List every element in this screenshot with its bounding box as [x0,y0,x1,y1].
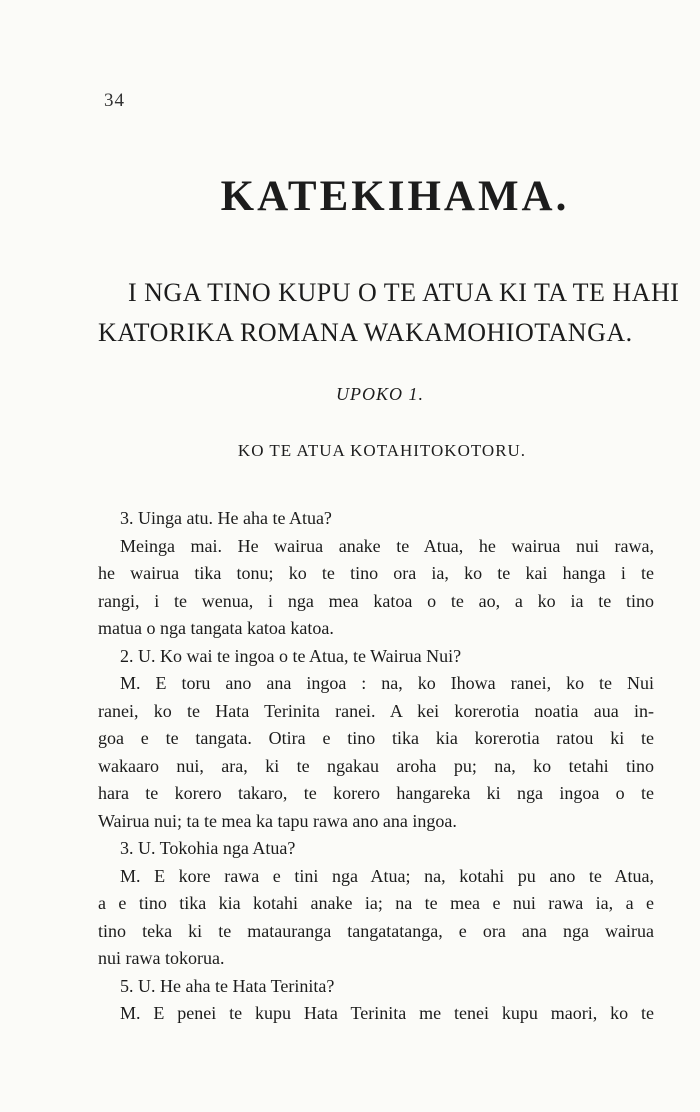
text-line: he wairua tika tonu; ko te tino ora ia, ko te kai hanga i te [98,563,654,583]
body-text [98,505,654,1028]
text-line: Meinga mai. He wairua anake te Atua, he wairua nui rawa, [120,535,654,556]
section-title: KO TE ATUA KOTAHITOKOTORU. [237,441,527,460]
text-line: 5. U. He aha te Hata Terinita? [120,975,335,996]
text-line: matua o nga tangata katoa katoa. [98,618,334,638]
text-line: nui rawa tokorua. [98,948,225,968]
heading-line-1: I NGA TINO KUPU O TE ATUA KI TA TE HAHI [128,278,680,307]
text-line: wakaaro nui, ara, ki te ngakau aroha pu; na, ko tetahi tino [98,755,654,776]
text-line: M. E kore rawa e tini nga Atua; na, kotahi pu ano te Atua, [120,865,654,886]
text-line: 3. Uinga atu. He aha te Atua? [120,508,332,528]
text-line: rangi, i te wenua, i nga mea katoa o te ao, a ko ia te tino [98,590,654,611]
text-line: M. E penei te kupu Hata Terinita me tenei kupu maori, ko te [120,1003,654,1023]
text-line: tino teka ki te matauranga tangatatanga, e ora ana nga wairua [98,920,654,941]
text-line: ranei, ko te Hata Terinita ranei. A kei korerotia noatia aua in- [98,700,654,721]
text-line: a e tino tika kia kotahi anake ia; na te mea e nui rawa ia, a e [98,893,654,913]
chapter-label: UPOKO 1. [336,384,424,404]
text-line: goa e te tangata. Otira e tino tika kia korerotia ratou ki te [98,728,654,748]
heading-line-2: KATORIKA ROMANA WAKAMOHIOTANGA. [98,318,633,347]
text-line: hara te korero takaro, te korero hangareka ki nga ingoa o te [98,783,654,803]
page-number: 34 [104,90,125,111]
page-title: KATEKIHAMA. [220,173,570,220]
text-line: M. E toru ano ana ingoa : na, ko Ihowa ranei, ko te Nui [120,673,654,693]
text-line: 3. U. Tokohia nga Atua? [120,838,296,858]
text-line: Wairua nui; ta te mea ka tapu rawa ano ana ingoa. [98,810,457,831]
text-line: 2. U. Ko wai te ingoa o te Atua, te Wairua Nui? [120,645,462,666]
